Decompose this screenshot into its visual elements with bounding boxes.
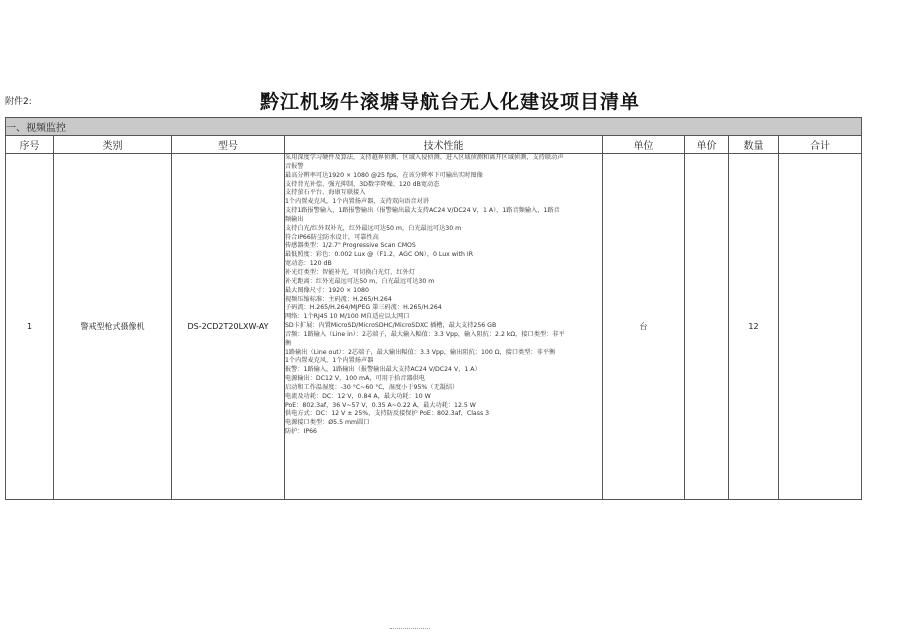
- spec-line: 1个内置麦克风，1个内置扬声器，支持双向语音对讲: [285, 198, 429, 206]
- cell-unit: 台: [603, 154, 685, 500]
- spec-line: 衡: [285, 339, 292, 347]
- spec-line: PoE：802.3af，36 V~57 V，0.35 A~0.22 A，最大功耗：12.5 W: [285, 401, 476, 409]
- cell-spec: [285, 154, 603, 500]
- section-title: 一、视频监控: [6, 118, 862, 136]
- spec-line: 启动和工作温湿度：-30 °C~60 °C，湿度小于95%（无凝结）: [285, 383, 459, 391]
- spec-line: 补光距离：红外光最远可达50 m，白光最远可达30 m: [285, 277, 435, 285]
- header-model: 型号: [172, 136, 285, 154]
- spec-line: 音频：1路输入（Line in）：2芯端子，最大输入幅值：3.3 Vpp，输入阻抗：2.2 kΩ，接口类型：非平: [285, 330, 565, 338]
- spec-line: 支持萤石平台、海康互联接入: [285, 189, 366, 197]
- cell-seq: 1: [6, 154, 54, 500]
- cell-price: [685, 154, 729, 500]
- spec-line: 供电方式：DC：12 V ± 25%，支持防反接保护 PoE：802.3af，Class 3: [285, 410, 490, 418]
- spec-line: 音报警: [285, 162, 304, 170]
- spec-line: 最高分辨率可达1920 × 1080 @25 fps，在该分辨率下可输出实时图像: [285, 171, 483, 179]
- spec-line: 电源输出：DC12 V，100 mA，可用于拾音器供电: [285, 375, 426, 383]
- header-total: 合计: [779, 136, 862, 154]
- table-row: [6, 154, 862, 500]
- document-title: 黔江机场牛滚塘导航台无人化建设项目清单: [259, 91, 640, 113]
- spec-line: 宽动态：120 dB: [285, 260, 332, 268]
- spec-line: 支持白光/红外双补光，红外最远可达50 m，白光最远可达30 m: [285, 224, 462, 232]
- header-price: 单价: [685, 136, 729, 154]
- spec-line: 最低照度：彩色：0.002 Lux @（F1.2，AGC ON），0 Lux with IR: [285, 251, 474, 259]
- spec-line: 1个内置麦克风，1个内置扬声器: [285, 357, 374, 365]
- spec-line: 传感器类型：1/2.7" Progressive Scan CMOS: [285, 242, 416, 250]
- header-spec: 技术性能: [285, 136, 603, 154]
- annex-label: 附件2:: [5, 97, 32, 107]
- header-unit: 单位: [603, 136, 685, 154]
- spec-line: 视频压缩标准：主码流：H.265/H.264: [285, 295, 392, 303]
- project-list-table: [5, 117, 862, 500]
- spec-line: 防护：IP66: [285, 428, 317, 436]
- spec-line: 补光灯类型：智能补光，可切换白光灯、红外灯: [285, 268, 415, 276]
- spec-line: 最大图像尺寸：1920 × 1080: [285, 286, 369, 294]
- cell-total: [779, 154, 862, 500]
- header-seq: 序号: [6, 136, 54, 154]
- cell-category: 警戒型枪式摄像机: [54, 154, 172, 500]
- spec-line: 支持背光补偿、强光抑制、3D数字降噪、120 dB宽动态: [285, 180, 440, 188]
- header-category: 类别: [54, 136, 172, 154]
- spec-line: 1路输出（Line out）：2芯端子，最大输出幅值：3.3 Vpp，输出阻抗：100 Ω，接口类型：非平衡: [285, 348, 556, 356]
- spec-line: 采用深度学习硬件及算法，支持越界侦测、区域入侵侦测、进入区域侦测和离开区域侦测，支持联动声: [285, 154, 564, 161]
- section-row: [6, 118, 862, 136]
- spec-line: 网络：1个RJ45 10 M/100 M自适应以太网口: [285, 313, 410, 321]
- cell-model: DS-2CD2T20LXW-AY: [172, 154, 285, 500]
- spec-line: 电流及功耗：DC：12 V，0.84 A，最大功耗：10 W: [285, 392, 431, 400]
- spec-line: 电源接口类型：Ø5.5 mm圆口: [285, 419, 370, 427]
- spec-line: 支持1路报警输入，1路报警输出（报警输出最大支持AC24 V/DC24 V，1 A），1路音频输入，1路音: [285, 207, 560, 215]
- spec-line: 报警：1路输入，1路输出（报警输出最大支持AC24 V/DC24 V，1 A）: [285, 366, 481, 374]
- spec-line: 符合IP66防尘防水设计，可靠性高: [285, 233, 379, 241]
- spec-line: 子码流：H.265/H.264/MJPEG 第三码流：H.265/H.264: [285, 304, 442, 312]
- spec-line: SD卡扩展：内置MicroSD/MicroSDHC/MicroSDXC 插槽，最大支持256 GB: [285, 322, 497, 330]
- spec-line: 频输出: [285, 215, 304, 223]
- header-qty: 数量: [729, 136, 779, 154]
- cell-qty: 12: [729, 154, 779, 500]
- scan-artifact: [390, 628, 430, 632]
- header-row: [6, 136, 862, 154]
